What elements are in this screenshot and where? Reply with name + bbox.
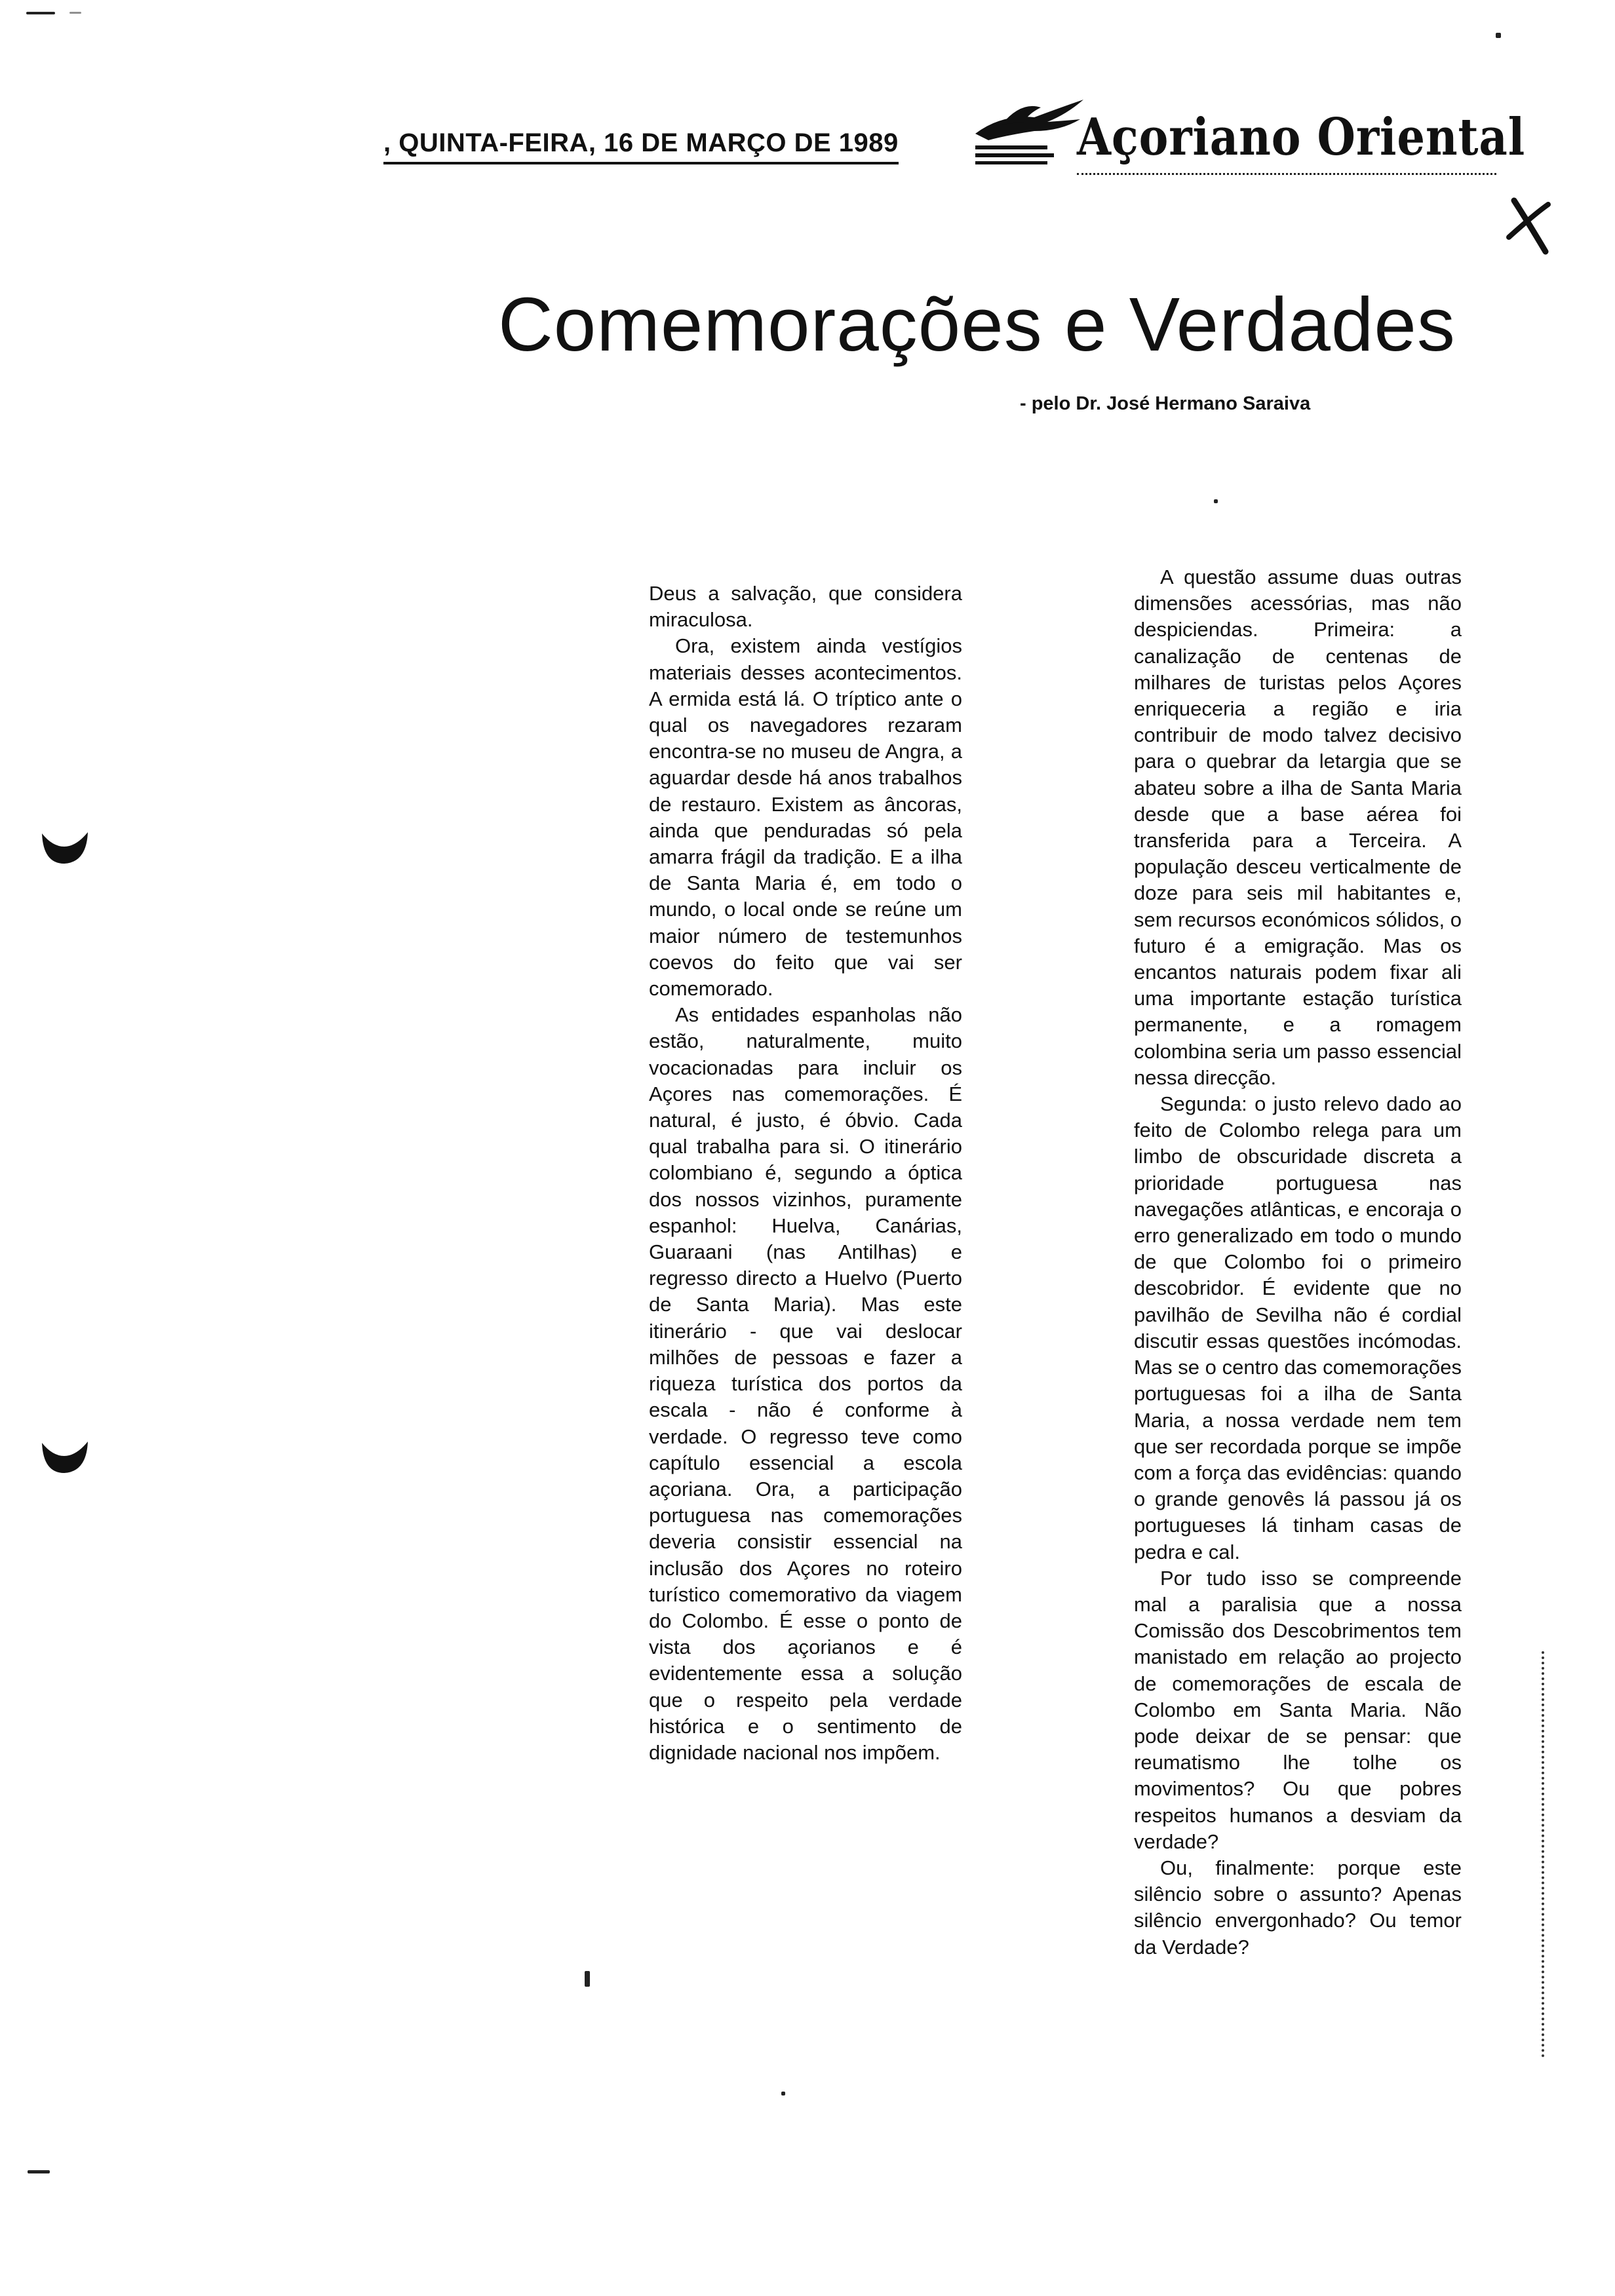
- masthead-rule: [1077, 173, 1496, 175]
- scan-speck: [69, 12, 81, 14]
- x-mark-icon: [1502, 197, 1555, 256]
- scan-speck: [781, 2092, 785, 2095]
- scan-speck: [26, 12, 55, 14]
- masthead: [962, 88, 1526, 186]
- paragraph: Deus a salvação, que considera miraculosa.: [649, 582, 962, 632]
- article-byline: - pelo Dr. José Hermano Saraiva: [1020, 393, 1311, 414]
- paragraph: Segunda: o justo relevo dado ao feito de Colombo relega para um limbo de obscuridade discreta a prioridade portuguesa nas navegações atlânticas, e encoraja o erro generalizado em todo o mundo de que Colombo foi o primeiro descobridor. É evidente que no pavilhão de Sevilha não é cordial discutir essas questões incómodas. Mas se o centro das comemorações portuguesas foi a ilha de Santa Maria, a nossa verdade nem tem que ser recordada porque se impõe com a força das evidências: quando o grande genovês lá passou já os portugueses lá tinham casas de pedra e cal.: [1134, 1092, 1462, 1563]
- scan-speck: [1214, 499, 1218, 503]
- margin-dotted-line: [1542, 1651, 1547, 2057]
- paragraph: Por tudo isso se compreende mal a paralisia que a nossa Comissão dos Descobrimentos tem manistado em relação ao projecto de comemorações de escala de Colombo em Santa Maria. Não pode deixar de se pensar: que reumatismo lhe tolhe os movimentos? Ou que pobres respeitos humanos a desviam da verdade?: [1134, 1566, 1462, 1853]
- winged-emblem-icon: [962, 88, 1093, 180]
- scan-speck: [585, 1971, 590, 1987]
- article-title: Comemorações e Verdades: [498, 282, 1456, 367]
- article-column-left: [649, 581, 962, 1766]
- dateline: , QUINTA-FEIRA, 16 DE MARÇO DE 1989: [383, 128, 899, 164]
- punch-hole-icon: [38, 820, 90, 873]
- paragraph: As entidades espanholas não estão, naturalmente, muito vocacionadas para incluir os Açores nas comemorações. É natural, é justo, é óbvio. Cada qual trabalha para si. O itinerário colombiano é, segundo a óptica dos nossos vizinhos, puramente espanhol: Huelva, Canárias, Guaraani (nas Antilhas) e regresso directo a Huelvo (Puerto de Santa Maria). Mas este itinerário - que vai deslocar milhões de pessoas e fazer a riqueza turística dos portos da escala - não é conforme à verdade. O regresso teve como capítulo essencial a escola açoriana. Ora, a participação portuguesa nas comemorações deveria consistir essencial na inclusão dos Açores no roteiro turístico comemorativo da viagem do Colombo. É esse o ponto de vista dos açorianos e é evidentemente essa a solução que o respeito pela verdade histórica e o sentimento de dignidade nacional nos impõem.: [649, 1003, 962, 1764]
- paragraph: A questão assume duas outras dimensões acessórias, mas não despiciendas. Primeira: a canalização de centenas de milhares de turistas pelos Açores enriqueceria a região e iria contribuir de modo talvez decisivo para o quebrar da letargia que se abateu sobre a ilha de Santa Maria desde que a base aérea foi transferida para a Terceira. A população desceu verticalmente de doze para seis mil habitantes e, sem recursos económicos sólidos, o futuro é a emigração. Mas os encantos naturais podem fixar ali uma importante estação turística permanente, e a romagem colombina seria um passo essencial nessa direcção.: [1134, 565, 1462, 1089]
- article-column-right: [1134, 564, 1462, 1961]
- punch-hole-icon: [38, 1430, 90, 1482]
- scan-speck: [1496, 33, 1501, 38]
- paragraph: Ora, existem ainda vestígios materiais desses acontecimentos. A ermida está lá. O tríptico ante o qual os navegadores rezaram encontra-se no museu de Angra, a aguardar desde há anos trabalhos de restauro. Existem as âncoras, ainda que penduradas só pela amarra frágil da tradição. E a ilha de Santa Maria é, em todo o mundo, o local onde se reúne um maior número de testemunhos coevos do feito que vai ser comemorado.: [649, 634, 962, 1001]
- paragraph: Ou, finalmente: porque este silêncio sobre o assunto? Apenas silêncio envergonhado? Ou temor da Verdade?: [1134, 1856, 1462, 1959]
- newspaper-name: Açoriano Oriental: [1077, 107, 1526, 167]
- scan-speck: [28, 2170, 50, 2173]
